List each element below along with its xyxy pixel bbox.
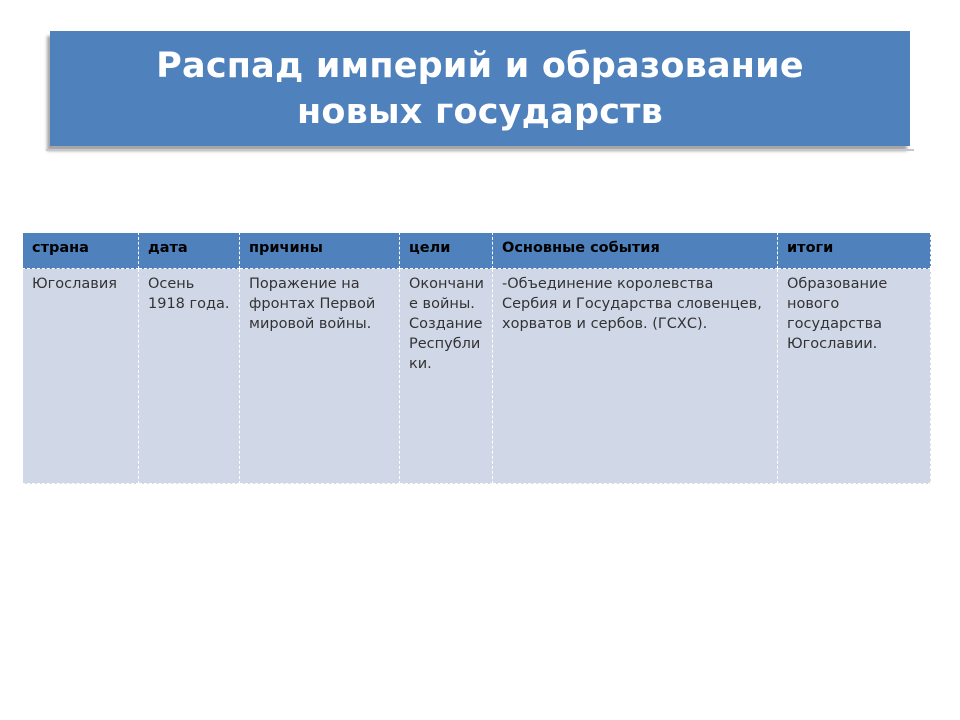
header-results: итоги xyxy=(778,233,931,269)
title-line-2: новых государств xyxy=(296,91,663,132)
header-causes: причины xyxy=(240,233,400,269)
history-table xyxy=(22,232,931,484)
header-events: Основные события xyxy=(493,233,778,269)
header-date: дата xyxy=(139,233,240,269)
table-row xyxy=(23,269,931,484)
title-banner xyxy=(50,31,910,146)
header-country: страна xyxy=(23,233,139,269)
cell-results: Образование нового государства Югославии. xyxy=(778,269,931,484)
cell-events: -Объединение королевства Сербия и Государства словенцев, хорватов и сербов. (ГСХС). xyxy=(493,269,778,484)
cell-causes: Поражение на фронтах Первой мировой войны. xyxy=(240,269,400,484)
title-line-1: Распад империй и образование xyxy=(156,45,804,86)
cell-goals: Окончание войны. Создание Республики. xyxy=(400,269,493,484)
table-header-row xyxy=(23,233,931,269)
cell-country: Югославия xyxy=(23,269,139,484)
title-divider xyxy=(46,149,914,151)
header-goals: цели xyxy=(400,233,493,269)
cell-date: Осень 1918 года. xyxy=(139,269,240,484)
